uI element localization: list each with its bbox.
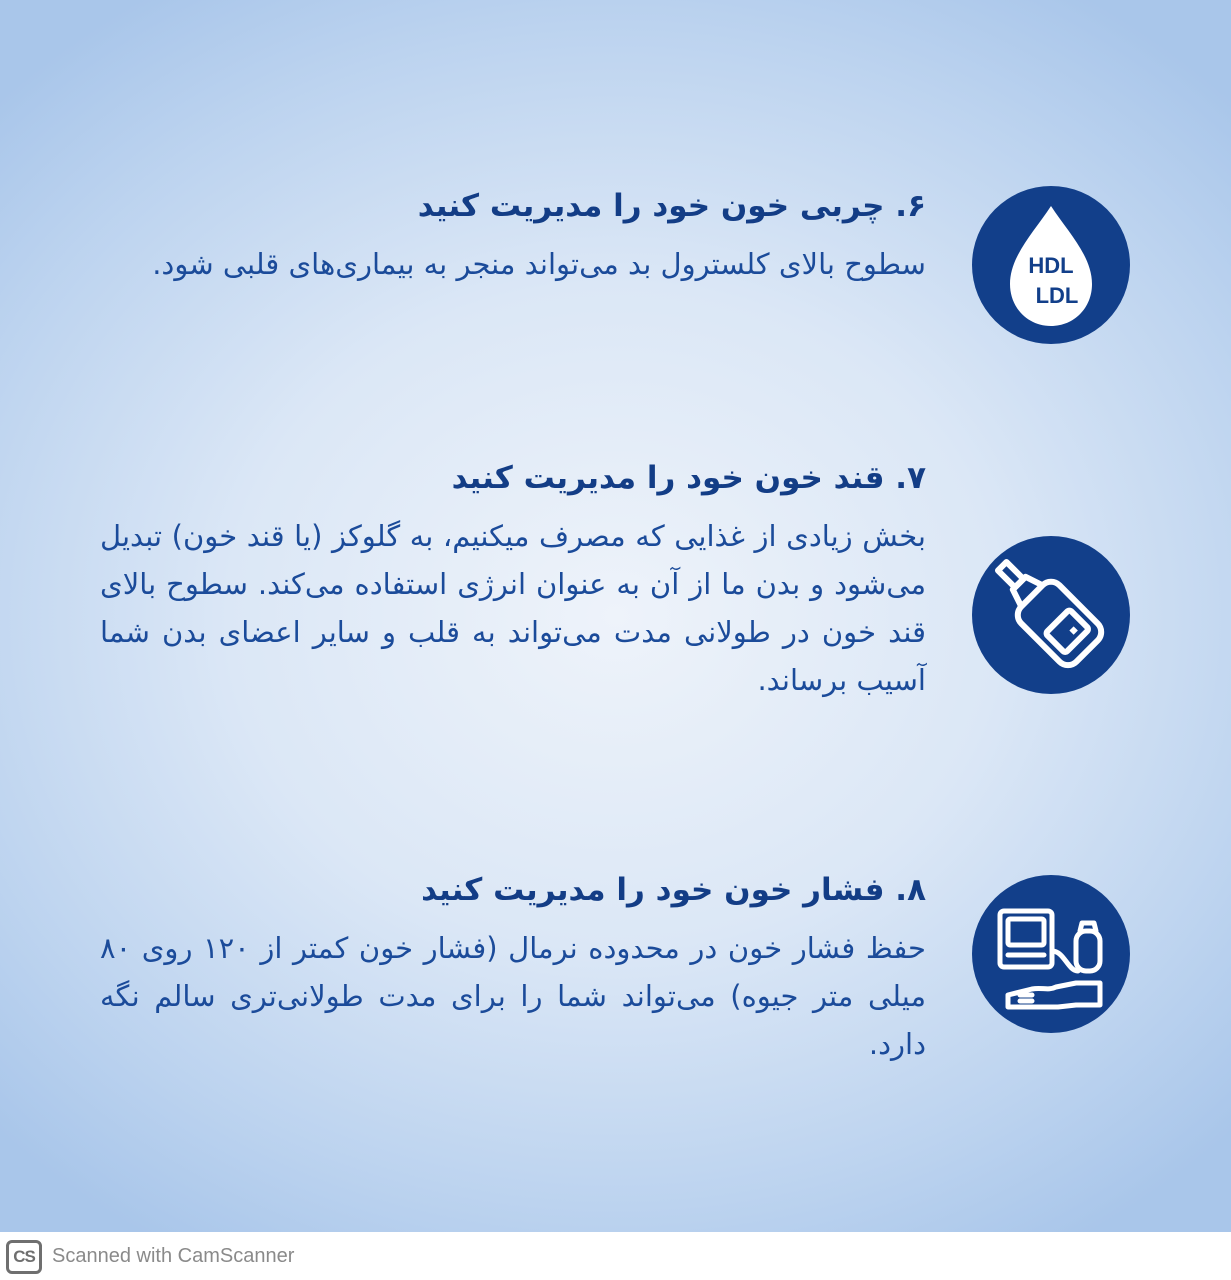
scanner-watermark-text: Scanned with CamScanner	[52, 1245, 295, 1267]
section-text-blood-sugar	[100, 458, 926, 704]
camscanner-logo-icon: CS	[6, 1240, 42, 1274]
body-blood-pressure: حفظ فشار خون در محدوده نرمال (فشار خون کمتر از ۱۲۰ روی ۸۰ میلی متر جیوه) می‌تواند شما را برای مدت طولانی‌تری سالم نگه دارد.	[100, 931, 926, 1061]
glucometer-icon	[972, 536, 1130, 694]
heading-blood-lipids: ۶. چربی خون خود را مدیریت کنید	[417, 188, 926, 224]
scanner-footer	[0, 1232, 1231, 1280]
blood-pressure-monitor-icon	[972, 875, 1130, 1033]
heading-blood-sugar: ۷. قند خون خود را مدیریت کنید	[451, 460, 926, 496]
body-blood-sugar: بخش زیادی از غذایی که مصرف میکنیم، به گلوکز (یا قند خون) تبدیل می‌شود و بدن ما از آن به عنوان انرژی استفاده می‌کند. سطوح بالای قند خون در طولانی مدت می‌تواند به قلب و سایر اعضای بدن شما آسیب برساند.	[100, 519, 926, 697]
section-text-blood-pressure	[100, 870, 926, 1068]
hdl-label: HDL	[1028, 253, 1074, 278]
blood-drop-hdl-ldl-icon	[972, 186, 1130, 344]
ldl-label: LDL	[1035, 283, 1079, 308]
body-blood-lipids: سطوح بالای کلسترول بد می‌تواند منجر به بیماری‌های قلبی شود.	[152, 247, 926, 281]
heading-blood-pressure: ۸. فشار خون خود را مدیریت کنید	[421, 872, 926, 908]
section-text-blood-lipids	[100, 186, 926, 288]
